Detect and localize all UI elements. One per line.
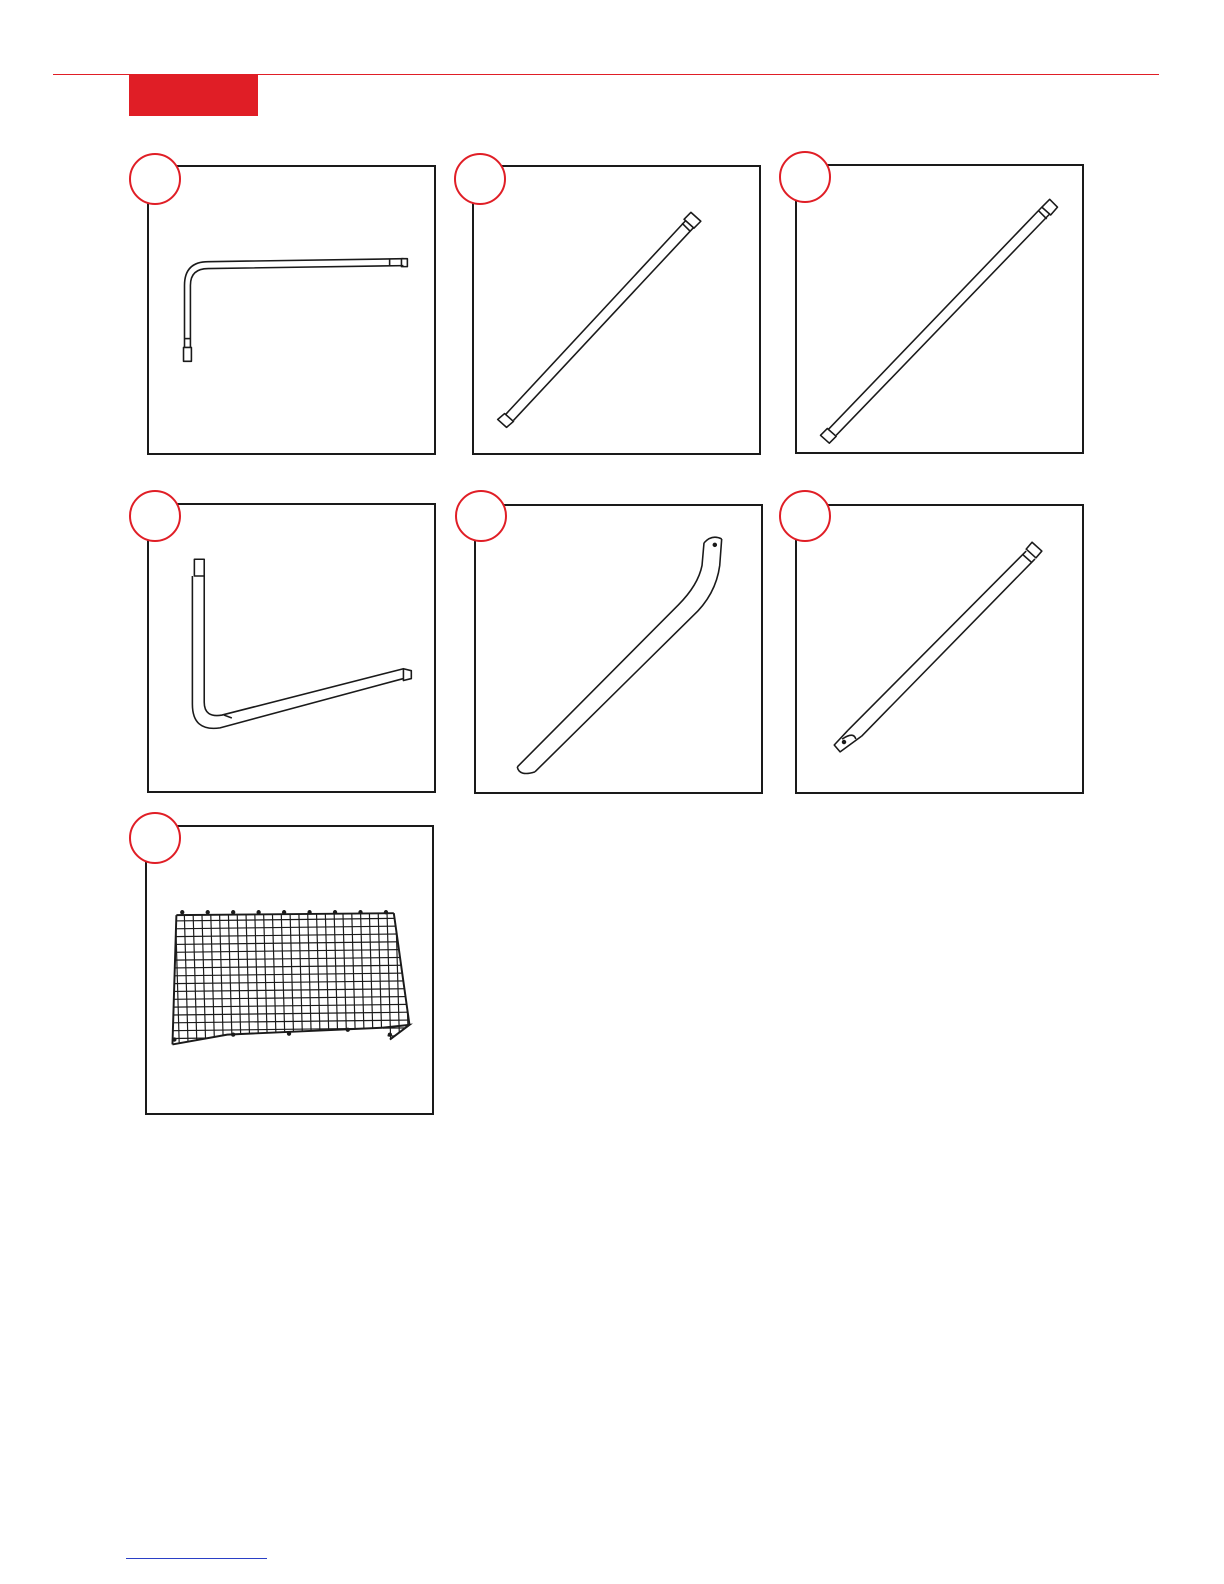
ground-stake-pole-icon <box>797 506 1082 792</box>
part-3-card <box>795 164 1084 454</box>
part-5-badge <box>455 490 507 542</box>
part-4-card <box>147 503 436 793</box>
part-4-badge <box>129 490 181 542</box>
l-shaped-frame-icon <box>149 505 434 791</box>
part-6-badge <box>779 490 831 542</box>
part-6-card <box>795 504 1084 794</box>
curved-pole-icon <box>476 506 761 792</box>
part-7-card <box>145 825 434 1115</box>
goal-net-icon <box>147 827 432 1113</box>
straight-pole-icon <box>474 167 759 453</box>
straight-pole-long-icon <box>797 166 1082 452</box>
footer-link-line <box>126 1558 267 1559</box>
part-2-badge <box>454 153 506 205</box>
part-3-badge <box>779 151 831 203</box>
part-2-card <box>472 165 761 455</box>
part-1-card <box>147 165 436 455</box>
part-1-badge <box>129 153 181 205</box>
header-tab <box>129 75 258 116</box>
part-5-card <box>474 504 763 794</box>
part-7-badge <box>129 812 181 864</box>
l-bent-pole-icon <box>149 167 434 453</box>
